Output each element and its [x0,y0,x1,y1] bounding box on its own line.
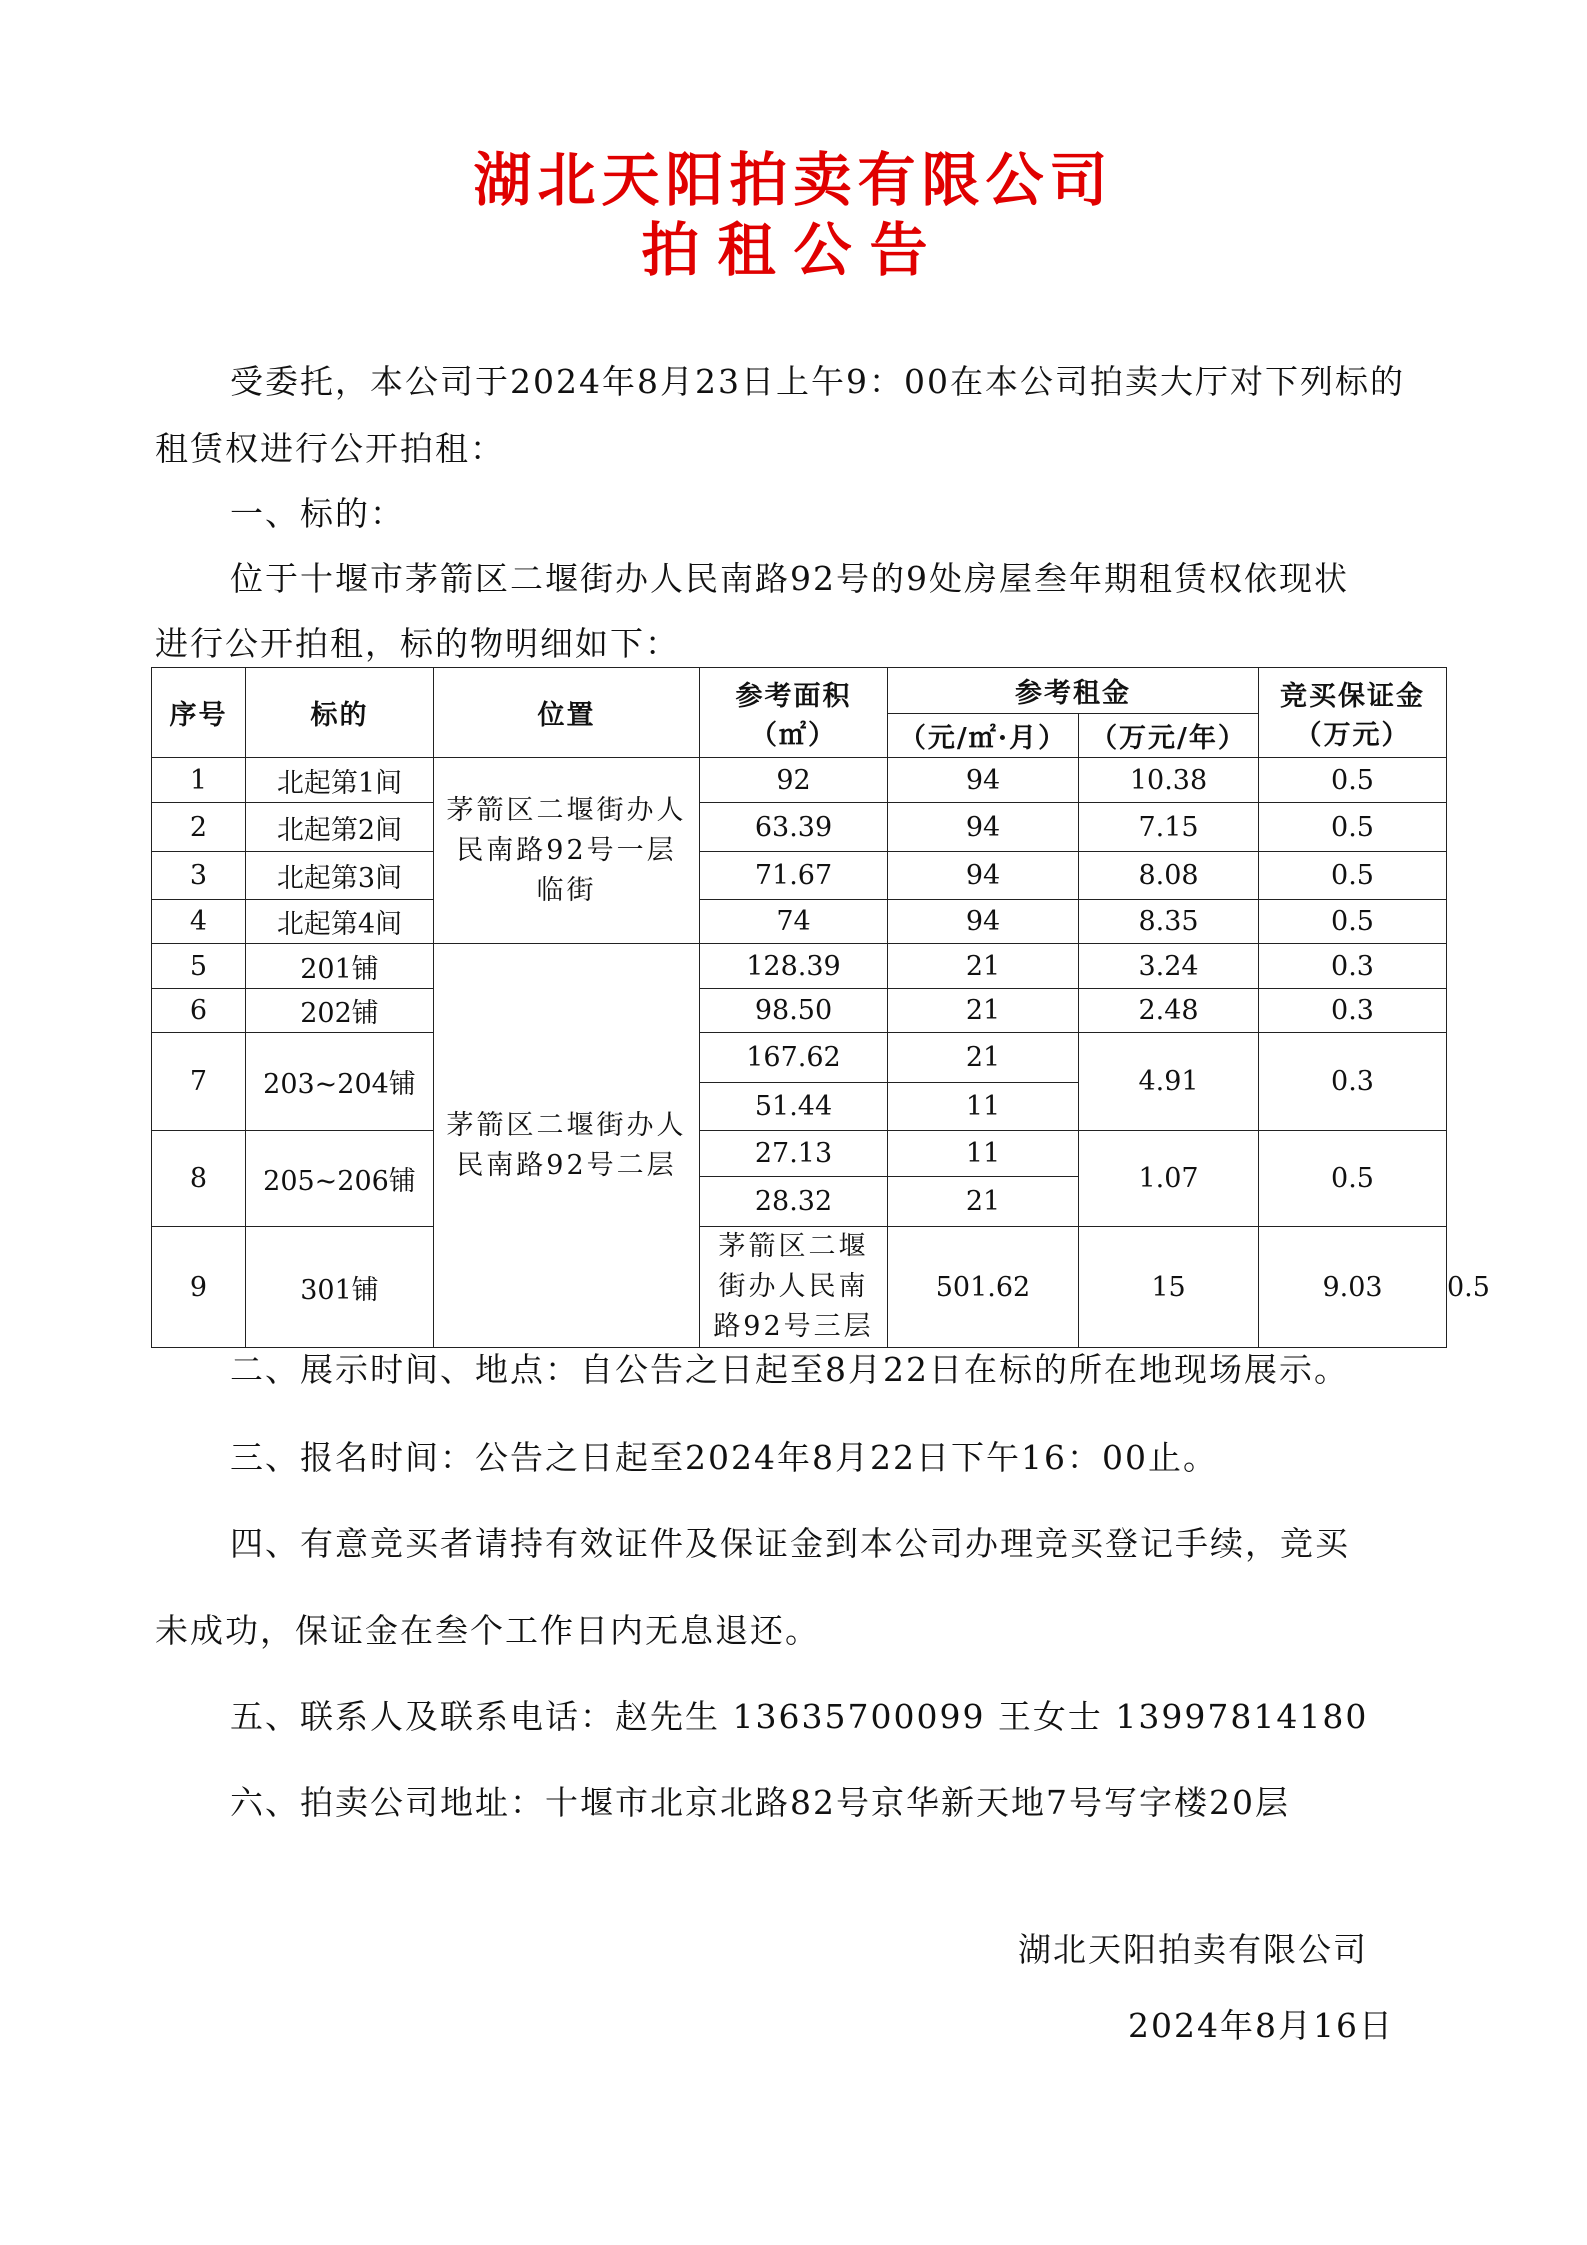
cell-area: 92 [700,758,888,803]
cell-deposit: 0.3 [1259,989,1447,1033]
cell-rent-monthly: 21 [888,1177,1079,1227]
cell-item: 202铺 [246,989,434,1033]
cell-rent-monthly: 94 [888,758,1079,803]
header-location: 位置 [434,668,700,758]
header-rent-monthly-unit: （元/㎡·月） [888,714,1079,758]
section2-exhibition: 二、展示时间、地点：自公告之日起至8月22日在标的所在地现场展示。 [230,1350,1349,1389]
cell-location: 茅箭区二堰街办人民南路92号三层 [700,1227,888,1348]
section3-registration: 三、报名时间：公告之日起至2024年8月22日下午16：00止。 [230,1438,1218,1477]
cell-no: 2 [152,803,246,852]
cell-rent-monthly: 15 [1079,1227,1259,1348]
table-row [152,852,1447,900]
cell-rent-yearly: 8.35 [1079,900,1259,944]
cell-no: 6 [152,989,246,1033]
table-row: 9 301铺 茅箭区二堰街办人民南路92号三层 501.62 15 9.03 0.5 [152,1227,1447,1348]
cell-item: 北起第2间 [246,803,434,852]
cell-item: 201铺 [246,944,434,989]
cell-deposit: 0.5 [1259,803,1447,852]
cell-no: 9 [152,1227,246,1348]
cell-rent-monthly: 94 [888,803,1079,852]
cell-deposit: 0.5 [1259,852,1447,900]
table-row [152,1131,1447,1177]
header-area [700,668,888,758]
table-row [152,900,1447,944]
header-area-unit: （㎡） [750,719,837,751]
section1-heading: 一、标的： [230,494,405,533]
table-row [152,803,1447,852]
table-row [152,989,1447,1033]
cell-area: 167.62 [700,1033,888,1083]
cell-location: 茅箭区二堰街办人民南路92号二层 [434,944,700,1348]
header-deposit-unit: （万元） [1294,719,1411,751]
cell-deposit: 0.5 [1259,900,1447,944]
cell-item: 北起第4间 [246,900,434,944]
table-row [152,944,1447,989]
header-area-title: 参考面积 [735,680,852,712]
cell-area: 51.44 [700,1083,888,1131]
section4-line-2: 未成功，保证金在叁个工作日内无息退还。 [155,1611,820,1650]
cell-deposit: 0.3 [1259,1033,1447,1131]
cell-item: 203~204铺 [246,1033,434,1131]
cell-location: 茅箭区二堰街办人民南路92号一层临街 [434,758,700,944]
section6-address: 六、拍卖公司地址：十堰市北京北路82号京华新天地7号写字楼20层 [230,1783,1290,1822]
cell-item: 301铺 [246,1227,434,1348]
header-rent: 参考租金 [888,668,1259,714]
cell-rent-monthly: 21 [888,989,1079,1033]
cell-area: 28.32 [700,1177,888,1227]
cell-area: 128.39 [700,944,888,989]
cell-deposit: 0.5 [1259,1131,1447,1227]
table-row [152,1033,1447,1083]
cell-rent-monthly: 11 [888,1083,1079,1131]
cell-deposit: 0.3 [1259,944,1447,989]
cell-rent-yearly: 3.24 [1079,944,1259,989]
cell-rent-monthly: 94 [888,900,1079,944]
cell-rent-yearly: 1.07 [1079,1131,1259,1227]
cell-area: 98.50 [700,989,888,1033]
signature-company: 湖北天阳拍卖有限公司 [1018,1930,1368,1969]
cell-deposit: 0.5 [1259,758,1447,803]
cell-no: 3 [152,852,246,900]
cell-area: 71.67 [700,852,888,900]
cell-rent-monthly: 94 [888,852,1079,900]
cell-area: 501.62 [888,1227,1079,1348]
cell-rent-yearly: 10.38 [1079,758,1259,803]
cell-rent-monthly: 11 [888,1131,1079,1177]
cell-rent-monthly: 21 [888,944,1079,989]
cell-rent-yearly: 2.48 [1079,989,1259,1033]
section4-line-1: 四、有意竞买者请持有效证件及保证金到本公司办理竞买登记手续，竞买 [230,1524,1350,1563]
header-no: 序号 [152,668,246,758]
cell-area: 27.13 [700,1131,888,1177]
intro-line-1: 受委托，本公司于2024年8月23日上午9：00在本公司拍卖大厅对下列标的 [230,362,1405,401]
cell-rent-monthly: 21 [888,1033,1079,1083]
document-title: 拍租公告 [641,216,946,284]
header-deposit-title: 竞买保证金 [1280,680,1425,712]
cell-item: 北起第1间 [246,758,434,803]
cell-no: 7 [152,1033,246,1131]
cell-area: 63.39 [700,803,888,852]
cell-area: 74 [700,900,888,944]
company-title: 湖北天阳拍卖有限公司 [473,146,1114,214]
intro-line-2: 租赁权进行公开拍租： [155,429,505,468]
header-item: 标的 [246,668,434,758]
section5-contacts: 五、联系人及联系电话：赵先生 13635700099 王女士 13997814180 [230,1697,1369,1736]
cell-rent-yearly: 9.03 [1259,1227,1447,1348]
header-deposit [1259,668,1447,758]
cell-no: 4 [152,900,246,944]
cell-no: 1 [152,758,246,803]
cell-no: 8 [152,1131,246,1227]
cell-item: 北起第3间 [246,852,434,900]
header-rent-yearly-unit: （万元/年） [1079,714,1259,758]
table-row [152,758,1447,803]
cell-item: 205~206铺 [246,1131,434,1227]
signature-date: 2024年8月16日 [1128,2006,1394,2045]
section1-line-2: 进行公开拍租，标的物明细如下： [155,624,680,663]
cell-rent-yearly: 7.15 [1079,803,1259,852]
cell-no: 5 [152,944,246,989]
section1-line-1: 位于十堰市茅箭区二堰街办人民南路92号的9处房屋叁年期租赁权依现状 [230,559,1349,598]
cell-rent-yearly: 8.08 [1079,852,1259,900]
cell-rent-yearly: 4.91 [1079,1033,1259,1131]
lots-table [151,667,1490,1348]
